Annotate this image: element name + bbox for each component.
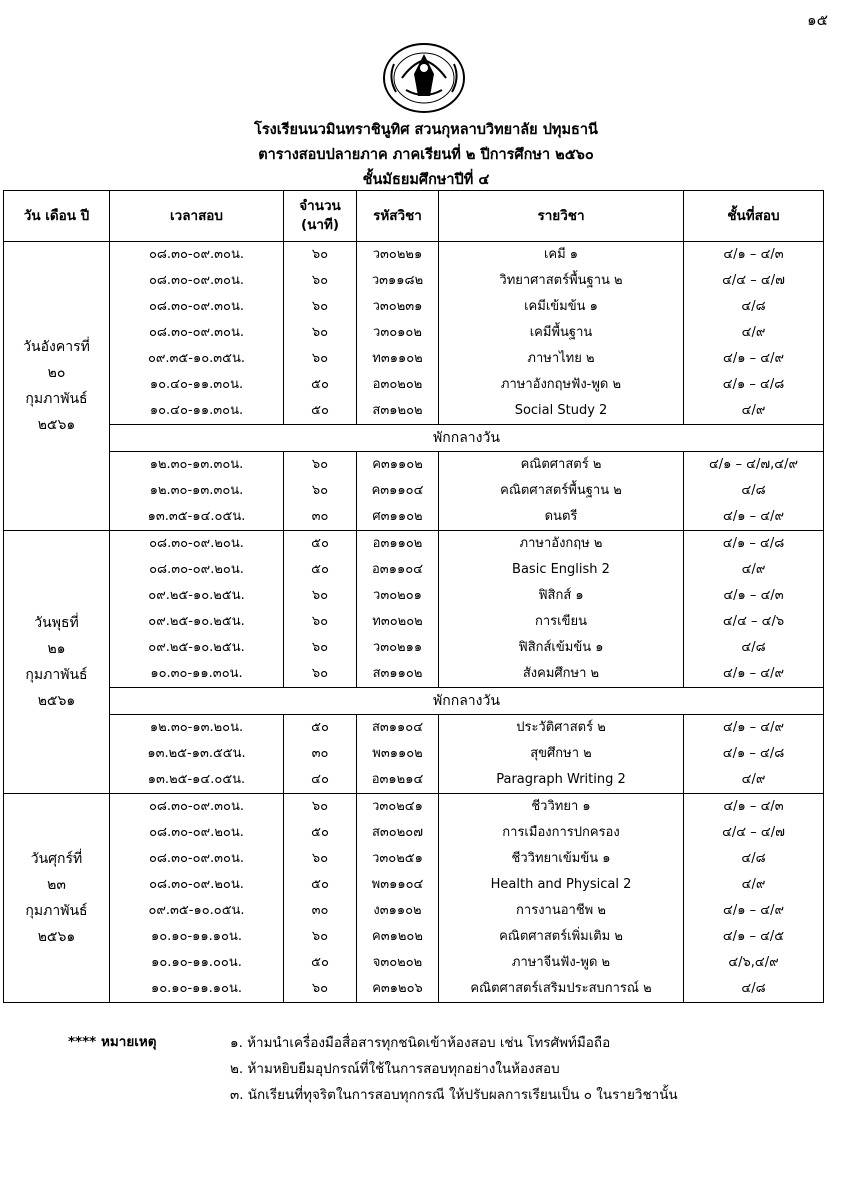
cell-rooms: ๔/๙ (684, 767, 824, 794)
cell-time: ๑๐.๑๐-๑๑.๐๐น. (110, 950, 284, 976)
cell-time: ๐๘.๓๐-๐๙.๓๐น. (110, 794, 284, 821)
table-row (4, 872, 824, 898)
cell-rooms: ๔/๘ (684, 294, 824, 320)
cell-minutes: ๓๐ (284, 898, 357, 924)
cell-time: ๐๙.๒๕-๑๐.๒๕น. (110, 635, 284, 661)
table-row (4, 398, 824, 425)
cell-rooms: ๔/๑ – ๔/๓ (684, 794, 824, 821)
cell-subject: เคมีพื้นฐาน (439, 320, 684, 346)
cell-subject: สุขศึกษา ๒ (439, 741, 684, 767)
header-subject: รายวิชา (439, 191, 684, 242)
day-line: ๒๕๖๑ (37, 693, 76, 709)
cell-time: ๑๒.๓๐-๑๓.๓๐น. (110, 478, 284, 504)
table-row (4, 609, 824, 635)
cell-code: อ๓๑๑๐๒ (357, 531, 439, 558)
cell-minutes: ๖๐ (284, 661, 357, 688)
school-name: โรงเรียนนวมินทราชินูทิศ สวนกุหลาบวิทยาลัย ปทุมธานี (254, 122, 598, 138)
exam-title: ตารางสอบปลายภาค ภาคเรียนที่ ๒ ปีการศึกษา ๒๕๖๐ (258, 147, 594, 163)
header-minutes-line1: จำนวน (299, 198, 341, 214)
cell-code: ส๓๐๒๐๗ (357, 820, 439, 846)
cell-minutes: ๓๐ (284, 504, 357, 531)
cell-code: ว๓๐๑๐๒ (357, 320, 439, 346)
cell-minutes: ๕๐ (284, 398, 357, 425)
cell-code: ว๓๐๒๑๑ (357, 635, 439, 661)
table-row (4, 741, 824, 767)
cell-minutes: ๖๐ (284, 452, 357, 479)
cell-minutes: ๖๐ (284, 346, 357, 372)
cell-minutes: ๕๐ (284, 531, 357, 558)
cell-code: พ๓๑๑๐๒ (357, 741, 439, 767)
cell-code: ส๓๑๒๐๒ (357, 398, 439, 425)
cell-subject: Basic English 2 (439, 557, 684, 583)
cell-code: ส๓๑๑๐๔ (357, 715, 439, 742)
cell-minutes: ๓๐ (284, 741, 357, 767)
cell-minutes: ๖๐ (284, 583, 357, 609)
cell-time: ๐๙.๓๕-๑๐.๐๕น. (110, 898, 284, 924)
table-row (4, 531, 824, 558)
cell-rooms: ๔/๙ (684, 872, 824, 898)
cell-code: ค๓๑๒๐๖ (357, 976, 439, 1003)
cell-code: ว๓๑๑๘๒ (357, 268, 439, 294)
cell-code: ศ๓๑๑๐๒ (357, 504, 439, 531)
table-row (4, 950, 824, 976)
cell-time: ๑๓.๒๕-๑๔.๐๕น. (110, 767, 284, 794)
header-day: วัน เดือน ปี (4, 191, 110, 242)
header-minutes-line2: (นาที) (300, 217, 340, 233)
notes-label: **** หมายเหตุ (68, 1034, 157, 1050)
cell-time: ๑๒.๓๐-๑๓.๒๐น. (110, 715, 284, 742)
cell-subject: เคมีเข้มข้น ๑ (439, 294, 684, 320)
cell-rooms: ๔/๘ (684, 478, 824, 504)
note-item: ๒. ห้ามหยิบยืมอุปกรณ์ที่ใช้ในการสอบทุกอย่างในห้องสอบ (230, 1061, 560, 1077)
cell-subject: สังคมศึกษา ๒ (439, 661, 684, 688)
cell-subject: ภาษาไทย ๒ (439, 346, 684, 372)
cell-time: ๐๙.๓๕-๑๐.๓๕น. (110, 346, 284, 372)
exam-schedule-table (3, 190, 824, 1003)
cell-code: พ๓๑๑๐๔ (357, 872, 439, 898)
cell-code: ค๓๑๑๐๒ (357, 452, 439, 479)
cell-rooms: ๔/๔ – ๔/๗ (684, 268, 824, 294)
cell-subject: Social Study 2 (439, 398, 684, 425)
cell-code: อ๓๑๑๐๔ (357, 557, 439, 583)
cell-rooms: ๔/๑ – ๔/๓ (684, 242, 824, 269)
cell-minutes: ๕๐ (284, 372, 357, 398)
day-line: กุมภาพันธ์ (25, 391, 88, 407)
cell-minutes: ๖๐ (284, 635, 357, 661)
cell-time: ๑๐.๔๐-๑๑.๓๐น. (110, 398, 284, 425)
cell-time: ๑๐.๑๐-๑๑.๑๐น. (110, 924, 284, 950)
cell-minutes: ๖๐ (284, 242, 357, 269)
cell-code: อ๓๑๒๑๔ (357, 767, 439, 794)
cell-time: ๑๐.๓๐-๑๑.๓๐น. (110, 661, 284, 688)
day-line: วันอังคารที่ (23, 339, 90, 355)
table-row (4, 346, 824, 372)
cell-subject: การเขียน (439, 609, 684, 635)
cell-time: ๐๘.๓๐-๐๙.๓๐น. (110, 268, 284, 294)
cell-minutes: ๖๐ (284, 268, 357, 294)
table-row (4, 242, 824, 269)
cell-rooms: ๔/๔ – ๔/๗ (684, 820, 824, 846)
cell-time: ๐๘.๓๐-๐๙.๓๐น. (110, 320, 284, 346)
day-cell (4, 794, 110, 1003)
school-seal-logo (376, 34, 472, 118)
cell-rooms: ๔/๑ – ๔/๙ (684, 504, 824, 531)
cell-time: ๑๓.๒๕-๑๓.๕๕น. (110, 741, 284, 767)
lunch-break-label: พักกลางวัน (110, 425, 824, 452)
table-row (4, 767, 824, 794)
lunch-break-row (4, 425, 824, 452)
day-line: วันพุธที่ (34, 615, 79, 631)
cell-minutes: ๖๐ (284, 609, 357, 635)
cell-rooms: ๔/๑ – ๔/๙ (684, 346, 824, 372)
table-row (4, 924, 824, 950)
cell-rooms: ๔/๔ – ๔/๖ (684, 609, 824, 635)
cell-code: ส๓๑๑๐๒ (357, 661, 439, 688)
cell-subject: คณิตศาสตร์ ๒ (439, 452, 684, 479)
note-item: ๑. ห้ามนำเครื่องมือสื่อสารทุกชนิดเข้าห้องสอบ เช่น โทรศัพท์มือถือ (230, 1035, 611, 1051)
cell-rooms: ๔/๑ – ๔/๓ (684, 583, 824, 609)
cell-subject: ภาษาอังกฤษฟัง-พูด ๒ (439, 372, 684, 398)
table-row (4, 898, 824, 924)
cell-minutes: ๖๐ (284, 478, 357, 504)
day-line: ๒๓ (47, 877, 66, 893)
cell-minutes: ๖๐ (284, 924, 357, 950)
table-row (4, 320, 824, 346)
cell-subject: ภาษาอังกฤษ ๒ (439, 531, 684, 558)
cell-rooms: ๔/๑ – ๔/๙ (684, 898, 824, 924)
cell-minutes: ๖๐ (284, 976, 357, 1003)
header-code: รหัสวิชา (357, 191, 439, 242)
day-line: ๒๑ (47, 641, 66, 657)
notes-list (230, 1030, 790, 1108)
cell-time: ๐๘.๓๐-๐๙.๓๐น. (110, 294, 284, 320)
cell-minutes: ๕๐ (284, 715, 357, 742)
cell-subject: ชีววิทยาเข้มข้น ๑ (439, 846, 684, 872)
table-row (4, 372, 824, 398)
day-line: ๒๐ (47, 365, 66, 381)
cell-code: อ๓๐๒๐๒ (357, 372, 439, 398)
cell-minutes: ๖๐ (284, 846, 357, 872)
table-row (4, 715, 824, 742)
table-row (4, 294, 824, 320)
cell-subject: ฟิสิกส์ ๑ (439, 583, 684, 609)
table-row (4, 635, 824, 661)
table-row (4, 846, 824, 872)
table-row (4, 478, 824, 504)
cell-rooms: ๔/๖,๔/๙ (684, 950, 824, 976)
day-line: ๒๕๖๑ (37, 929, 76, 945)
cell-minutes: ๕๐ (284, 872, 357, 898)
table-row (4, 557, 824, 583)
cell-minutes: ๖๐ (284, 320, 357, 346)
cell-time: ๐๙.๒๕-๑๐.๒๕น. (110, 609, 284, 635)
cell-time: ๐๘.๓๐-๐๙.๒๐น. (110, 531, 284, 558)
cell-rooms: ๔/๑ – ๔/๘ (684, 741, 824, 767)
cell-code: ว๓๐๒๕๑ (357, 846, 439, 872)
day-line: กุมภาพันธ์ (25, 667, 88, 683)
cell-code: ว๓๐๒๒๑ (357, 242, 439, 269)
cell-time: ๑๒.๓๐-๑๓.๓๐น. (110, 452, 284, 479)
cell-minutes: ๕๐ (284, 820, 357, 846)
cell-time: ๑๓.๓๕-๑๔.๐๕น. (110, 504, 284, 531)
cell-subject: การงานอาชีพ ๒ (439, 898, 684, 924)
table-row (4, 976, 824, 1003)
cell-code: ว๓๐๒๔๑ (357, 794, 439, 821)
cell-minutes: ๕๐ (284, 557, 357, 583)
cell-code: ท๓๑๑๐๒ (357, 346, 439, 372)
cell-rooms: ๔/๑ – ๔/๙ (684, 661, 824, 688)
cell-rooms: ๔/๙ (684, 557, 824, 583)
cell-subject: เคมี ๑ (439, 242, 684, 269)
cell-subject: ฟิสิกส์เข้มข้น ๑ (439, 635, 684, 661)
cell-code: ค๓๑๒๐๒ (357, 924, 439, 950)
cell-subject: ประวัติศาสตร์ ๒ (439, 715, 684, 742)
table-row (4, 268, 824, 294)
table-row (4, 452, 824, 479)
table-row (4, 661, 824, 688)
table-row (4, 583, 824, 609)
cell-rooms: ๔/๑ – ๔/๙ (684, 715, 824, 742)
page-number: ๑๕ (807, 11, 828, 29)
cell-subject: Health and Physical 2 (439, 872, 684, 898)
cell-subject: Paragraph Writing 2 (439, 767, 684, 794)
cell-code: จ๓๐๒๐๒ (357, 950, 439, 976)
cell-code: ท๓๐๒๐๒ (357, 609, 439, 635)
cell-rooms: ๔/๘ (684, 635, 824, 661)
cell-code: ง๓๑๑๐๒ (357, 898, 439, 924)
cell-minutes: ๔๐ (284, 767, 357, 794)
cell-subject: การเมืองการปกครอง (439, 820, 684, 846)
cell-rooms: ๔/๘ (684, 976, 824, 1003)
cell-code: ว๓๐๒๐๑ (357, 583, 439, 609)
cell-code: ค๓๑๑๐๔ (357, 478, 439, 504)
cell-rooms: ๔/๑ – ๔/๘ (684, 372, 824, 398)
cell-time: ๐๘.๓๐-๐๙.๓๐น. (110, 242, 284, 269)
cell-time: ๐๘.๓๐-๐๙.๒๐น. (110, 557, 284, 583)
header-rooms: ชั้นที่สอบ (684, 191, 824, 242)
note-item: ๓. นักเรียนที่ทุจริตในการสอบทุกกรณี ให้ปรับผลการเรียนเป็น ๐ ในรายวิชานั้น (230, 1087, 678, 1103)
cell-subject: คณิตศาสตร์เพิ่มเติม ๒ (439, 924, 684, 950)
table-header-row (4, 191, 824, 242)
lunch-break-label: พักกลางวัน (110, 688, 824, 715)
cell-code: ว๓๐๒๓๑ (357, 294, 439, 320)
header-time: เวลาสอบ (110, 191, 284, 242)
cell-subject: ดนตรี (439, 504, 684, 531)
cell-subject: คณิตศาสตร์เสริมประสบการณ์ ๒ (439, 976, 684, 1003)
day-line: กุมภาพันธ์ (25, 903, 88, 919)
table-row (4, 504, 824, 531)
cell-minutes: ๕๐ (284, 950, 357, 976)
cell-rooms: ๔/๑ – ๔/๕ (684, 924, 824, 950)
cell-minutes: ๖๐ (284, 294, 357, 320)
cell-subject: ชีววิทยา ๑ (439, 794, 684, 821)
cell-time: ๐๘.๓๐-๐๙.๒๐น. (110, 872, 284, 898)
cell-time: ๐๘.๓๐-๐๙.๓๐น. (110, 846, 284, 872)
cell-minutes: ๖๐ (284, 794, 357, 821)
day-line: ๒๕๖๑ (37, 417, 76, 433)
cell-rooms: ๔/๙ (684, 398, 824, 425)
lunch-break-row (4, 688, 824, 715)
table-row (4, 794, 824, 821)
day-line: วันศุกร์ที่ (30, 851, 83, 867)
day-cell (4, 531, 110, 794)
cell-time: ๐๘.๓๐-๐๙.๒๐น. (110, 820, 284, 846)
cell-rooms: ๔/๙ (684, 320, 824, 346)
cell-time: ๑๐.๔๐-๑๑.๓๐น. (110, 372, 284, 398)
table-row (4, 820, 824, 846)
day-cell (4, 242, 110, 531)
cell-subject: วิทยาศาสตร์พื้นฐาน ๒ (439, 268, 684, 294)
cell-rooms: ๔/๘ (684, 846, 824, 872)
cell-rooms: ๔/๑ – ๔/๘ (684, 531, 824, 558)
grade-level: ชั้นมัธยมศึกษาปีที่ ๔ (362, 172, 490, 188)
cell-rooms: ๔/๑ – ๔/๗,๔/๙ (684, 452, 824, 479)
cell-time: ๑๐.๑๐-๑๑.๑๐น. (110, 976, 284, 1003)
cell-subject: ภาษาจีนฟัง-พูด ๒ (439, 950, 684, 976)
header-minutes (284, 191, 357, 242)
cell-time: ๐๙.๒๕-๑๐.๒๕น. (110, 583, 284, 609)
cell-subject: คณิตศาสตร์พื้นฐาน ๒ (439, 478, 684, 504)
